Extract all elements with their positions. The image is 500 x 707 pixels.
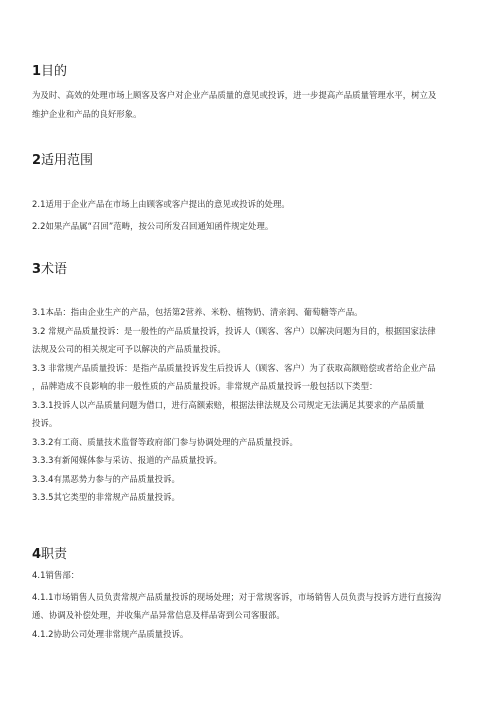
- paragraph-line: 法规及公司的相关规定可予以解决的产品质量投诉。: [32, 344, 226, 354]
- section-2-body: [32, 195, 290, 235]
- paragraph-line: 通、协调及补偿处理，并收集产品异常信息及样品寄到公司客服部。: [32, 610, 285, 620]
- paragraph-line: 3.3.5其它类型的非常规产品质量投诉。: [32, 492, 180, 502]
- paragraph-line: 2.2如果产品属“召回”范畴，按公司所发召回通知函件规定处理。: [32, 220, 274, 231]
- paragraph-line: 3.1本品：指由企业生产的产品，包括第2营养、米粉、植物奶、清亲润、葡萄糖等产品。: [32, 307, 363, 317]
- paragraph-line: 3.3.4有黑恶势力参与的产品质量投诉。: [32, 473, 180, 484]
- paragraph-line: 4.1.1市场销售人员负责常规产品质量投诉的现场处理；对于常规客诉，市场销售人员负责与投诉方进行直接沟: [32, 591, 442, 602]
- paragraph-line: 3.3.1投诉人以产品质量问题为借口，进行高额索赔，根据法律法规及公司规定无法满足其要求的产品质量: [32, 399, 425, 410]
- section-heading: 1目的: [32, 64, 68, 79]
- section-heading: 4职责: [32, 547, 68, 562]
- section-3: [32, 262, 67, 278]
- paragraph-line: ，品牌造成不良影响的非一般性质的产品质量投诉。非常规产品质量投诉一般包括以下类型：: [32, 381, 378, 391]
- section-4: [32, 547, 67, 563]
- paragraph-line: 3.3 非常规产品质量投诉：是指产品质量投诉发生后投诉人（顾客、客户）为了获取高额赔偿或者给企业产品: [32, 362, 436, 373]
- paragraph-line: 维护企业和产品的良好形象。: [32, 108, 142, 119]
- section-1-body: [32, 86, 436, 123]
- paragraph-line: 3.3.3有新闻媒体参与采访、报道的产品质量投诉。: [32, 455, 223, 465]
- section-2: [32, 153, 93, 169]
- paragraph-line: 3.2 常规产品质量投诉：是一般性的产品质量投诉，投诉人（顾客、客户）以解决问题为目的，根据国家法律: [32, 325, 436, 336]
- paragraph-line: 2.1适用于企业产品在市场上由顾客或客户提出的意见或投诉的处理。: [32, 199, 290, 209]
- section-1: [32, 64, 67, 80]
- section-3-body: [32, 303, 436, 507]
- paragraph-line: 投诉。: [32, 418, 58, 428]
- paragraph-line: 4.1.2协助公司处理非常规产品质量投诉。: [32, 628, 189, 639]
- section-4-body: [32, 566, 441, 643]
- section-heading: 2适用范围: [32, 153, 94, 168]
- paragraph-line: 为及时、高效的处理市场上顾客及客户对企业产品质量的意见或投诉，进一步提高产品质量管理水平，树立及: [32, 90, 437, 100]
- paragraph-line: 3.3.2有工商、质量技术监督等政府部门参与协调处理的产品质量投诉。: [32, 436, 298, 447]
- paragraph-line: 4.1销售部：: [32, 570, 80, 580]
- section-heading: 3术语: [32, 262, 68, 277]
